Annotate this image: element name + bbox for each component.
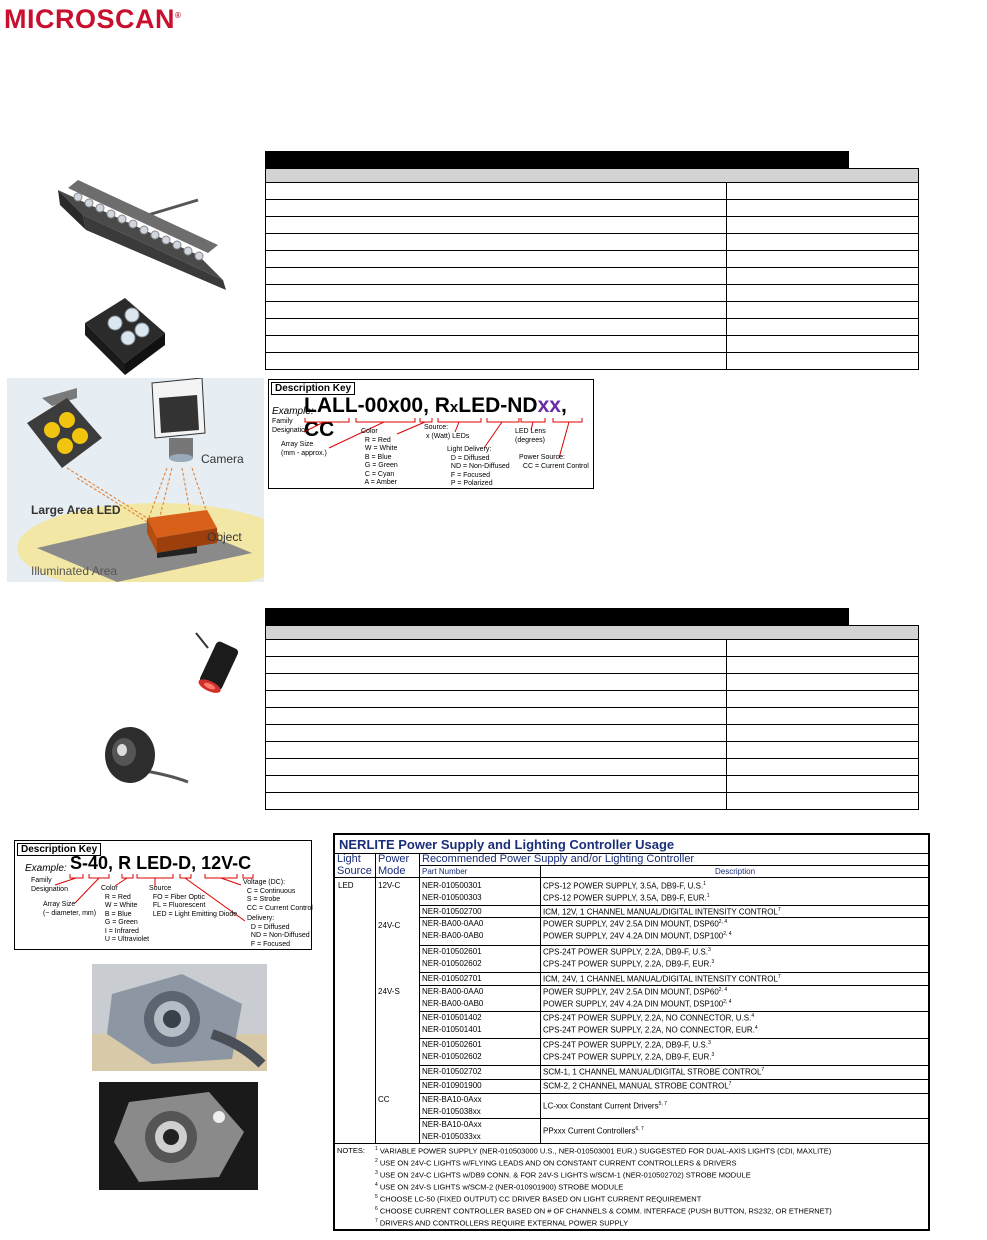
nerlite-usage-table (333, 833, 930, 1231)
note-number: 3 (375, 1170, 378, 1176)
mode-24v-s: 24V-S (378, 987, 400, 996)
footnote-ref: 1 (706, 893, 710, 899)
part-number: NER-BA00-0AA0 (422, 919, 484, 928)
description-key-spot (14, 840, 312, 950)
code-dash: - (82, 853, 89, 873)
part-description (543, 919, 727, 929)
table-row (265, 708, 919, 725)
bar-light-image (48, 160, 238, 290)
description-text: ICM, 12V, 1 CHANNEL MANUAL/DIGITAL INTENSITY CONTROL (543, 907, 778, 917)
part-number: NER-010502700 (422, 907, 482, 916)
microscan-logo (4, 4, 181, 35)
table-row (265, 319, 919, 336)
footnote-ref: 2, 4 (718, 919, 728, 925)
product-table-spot-lights (265, 608, 919, 810)
cylindrical-light-image (188, 628, 248, 700)
part-description (543, 1040, 711, 1050)
table-row (265, 183, 919, 200)
part-number: NER-010901900 (422, 1081, 482, 1090)
footnote-ref: 5, 7 (658, 1101, 667, 1107)
part-number: NER-010502702 (422, 1067, 482, 1076)
part-number: NER-010502601 (422, 947, 482, 956)
nerlite-title: NERLITE Power Supply and Lighting Controller Usage (339, 837, 675, 852)
footnote-ref: 7 (761, 1067, 765, 1073)
note-text: CHOOSE CURRENT CONTROLLER BASED ON # OF CHANNELS & COMM. INTERFACE (PUSH BUTTON, RS232, OR ETHERNET) (377, 1206, 832, 1216)
annotation-color: Color R = Red W = White B = Blue G = Green C = Cyan A = Amber (361, 428, 398, 486)
sub-part-number: Part Number (422, 867, 468, 876)
table-row (265, 268, 919, 285)
description-text: LC-xxx Constant Current Drivers (543, 1101, 659, 1111)
object-label: Object (207, 530, 242, 544)
annotation-color: Color R = Red W = White B = Blue G = Green I = Infrared U = Ultraviolet (101, 885, 150, 943)
part-description (543, 1025, 758, 1035)
table-row (265, 793, 919, 810)
note-number: 7 (375, 1218, 378, 1224)
description-key-large-area (268, 379, 594, 489)
note-text: VARIABLE POWER SUPPLY (NER-010503000 U.S., NER-010503001 EUR.) SUGGESTED FOR DUAL-AXIS LIGHTS (CDI, MAXLITE) (377, 1146, 832, 1156)
note-text: USE ON 24V-C LIGHTS w/FLYING LEADS AND ON CONSTANT CURRENT CONTROLLERS & DRIVERS (377, 1158, 737, 1168)
table-header-row (265, 168, 919, 183)
annotation-family: Family Designation (272, 418, 309, 434)
annotation-family: Family Designation (31, 877, 68, 893)
part-number: NER-010501402 (422, 1013, 482, 1022)
part-description (543, 907, 781, 917)
area-label: Illuminated Area (31, 564, 118, 578)
description-text: CPS-12 POWER SUPPLY, 3.5A, DB9-F, U.S. (543, 881, 704, 891)
part-description (543, 947, 711, 957)
part-number: NER-010502701 (422, 974, 482, 983)
part-description (543, 1052, 714, 1062)
col-recommended: Recommended Power Supply and/or Lighting Controller (422, 853, 695, 865)
description-text: SCM-2, 2 CHANNEL MANUAL STROBE CONTROL (543, 1081, 729, 1091)
machined-part-photo-color (92, 964, 267, 1071)
part-description (543, 893, 710, 903)
code-color: R (118, 853, 132, 873)
note-text: DRIVERS AND CONTROLLERS REQUIRE EXTERNAL POWER SUPPLY (377, 1218, 629, 1228)
part-number: NER-010500303 (422, 893, 482, 902)
part-number: NER-BA10-0Axx (422, 1120, 482, 1129)
description-text: ICM, 24V, 1 CHANNEL MANUAL/DIGITAL INTENSITY CONTROL (543, 974, 778, 984)
mode-cc: CC (378, 1095, 390, 1104)
footnote-ref: 3 (707, 947, 711, 953)
code-color: R (434, 394, 450, 417)
note-text: CHOOSE LC-50 (FIXED OUTPUT) CC DRIVER BASED ON LIGHT CURRENT REQUIREMENT (377, 1194, 702, 1204)
footnote-ref: 3 (707, 1040, 711, 1046)
col-power-mode: Power Mode (378, 853, 410, 877)
table-row (265, 302, 919, 319)
footnote-ref: 4 (754, 1025, 758, 1031)
light-source-led: LED (338, 881, 354, 890)
code-comma2: , (560, 394, 567, 417)
table-row (265, 336, 919, 353)
note-number: 5 (375, 1194, 378, 1200)
part-description (543, 1126, 644, 1136)
large-area-led-fixture (27, 388, 102, 468)
description-text: POWER SUPPLY, 24V 2.5A DIN MOUNT, DSP60 (543, 987, 719, 997)
part-description (543, 959, 714, 969)
table-row (265, 251, 919, 268)
mode-12v-c: 12V-C (378, 881, 401, 890)
note-item (375, 1206, 832, 1216)
part-number: NER-010502602 (422, 959, 482, 968)
description-text: CPS-24T POWER SUPPLY, 2.2A, DB9-F, U.S. (543, 947, 708, 957)
note-text: USE ON 24V-C LIGHTS w/DB9 CONN. & FOR 24V-S LIGHTS w/SCM-1 (NER-010502702) STROBE MODULE (377, 1170, 751, 1180)
product-table-large-area (265, 151, 919, 370)
description-text: CPS-24T POWER SUPPLY, 2.2A, DB9-F, U.S. (543, 1040, 708, 1050)
table-row (265, 691, 919, 708)
code-comma: , (108, 853, 114, 873)
part-description (543, 1081, 731, 1091)
part-description (543, 1067, 764, 1077)
code-comma: , (423, 394, 429, 417)
example-label: Example: (272, 406, 314, 417)
code-lens: xx (537, 394, 561, 417)
description-text: CPS-24T POWER SUPPLY, 2.2A, DB9-F, EUR. (543, 1052, 712, 1062)
part-number: NER-010500301 (422, 881, 482, 890)
code-dash: - (357, 394, 365, 417)
annotation-array: Array Size (mm - approx.) (281, 441, 327, 457)
annotation-power: Power Source: CC = Current Control (519, 454, 589, 470)
footnote-ref: 7 (777, 907, 781, 913)
description-text: CPS-24T POWER SUPPLY, 2.2A, DB9-F, EUR. (543, 959, 712, 969)
note-number: 4 (375, 1182, 378, 1188)
part-number: NER-BA00-0AB0 (422, 931, 484, 940)
example-label: Example: (25, 863, 67, 874)
part-description (543, 931, 732, 941)
table-row (265, 759, 919, 776)
table-row (265, 217, 919, 234)
part-description (543, 987, 727, 997)
code-source: LED (458, 394, 501, 417)
col-light-source: Light Source (337, 853, 372, 877)
code-dash2: - (172, 853, 179, 873)
description-text: PPxxx Current Controllers (543, 1126, 636, 1136)
code-mode: C (238, 853, 252, 873)
annotation-array: Array Size (~ diameter, mm) (43, 901, 97, 917)
footnote-ref: 1 (703, 881, 706, 887)
notes-label: NOTES: (337, 1146, 365, 1155)
description-text: CPS-12 POWER SUPPLY, 3.5A, DB9-F, EUR. (543, 893, 707, 903)
note-item (375, 1194, 701, 1204)
annotation-lens: LED Lens (degrees) (515, 428, 546, 444)
key-title: Description Key (17, 843, 101, 856)
part-number: NER-BA10-0Axx (422, 1095, 482, 1104)
annotation-source: Source: x (Watt) LEDs (424, 424, 470, 440)
part-number: NER-010502602 (422, 1052, 482, 1061)
code-source: LED (136, 853, 173, 873)
code-delivery: ND (507, 394, 538, 417)
table-row (265, 742, 919, 759)
quad-spot-light-image (80, 293, 170, 378)
code-power: CC (304, 418, 335, 441)
part-description (543, 974, 781, 984)
code-family: LALL (304, 394, 358, 417)
code-dash2: - (500, 394, 508, 417)
mode-24v-c: 24V-C (378, 921, 401, 930)
note-item (375, 1182, 623, 1192)
code-comma2: , (191, 853, 197, 873)
camera-shape (152, 378, 205, 462)
part-number: NER-010502601 (422, 1040, 482, 1049)
table-row (265, 200, 919, 217)
table-row (265, 640, 919, 657)
machined-part-photo-mono (99, 1082, 258, 1190)
note-item (375, 1218, 628, 1228)
part-description (543, 999, 732, 1009)
part-number: NER-BA00-0AA0 (422, 987, 484, 996)
part-description (543, 1101, 667, 1111)
key-title: Description Key (271, 382, 355, 395)
code-x: x (449, 399, 459, 416)
description-text: CPS-24T POWER SUPPLY, 2.2A, NO CONNECTOR, U.S. (543, 1013, 752, 1023)
description-text: SCM-1, 1 CHANNEL MANUAL/DIGITAL STROBE CONTROL (543, 1067, 762, 1077)
table-title-bar (265, 608, 849, 625)
part-number: NER-0105033xx (422, 1132, 481, 1141)
note-item (375, 1158, 736, 1168)
table-row (265, 725, 919, 742)
table-row (265, 674, 919, 691)
sub-description: Description (715, 867, 756, 876)
table-title-bar (265, 151, 849, 168)
code-delivery: D (178, 853, 192, 873)
code-voltage: 12V (201, 853, 233, 873)
part-number: NER-BA00-0AB0 (422, 999, 484, 1008)
footnote-ref: 2, 4 (723, 999, 732, 1005)
description-text: POWER SUPPLY, 24V 4.2A DIN MOUNT, DSP100 (543, 999, 724, 1009)
table-row (265, 353, 919, 370)
part-number: NER-010501401 (422, 1025, 482, 1034)
description-text: CPS-24T POWER SUPPLY, 2.2A, NO CONNECTOR, EUR. (543, 1025, 755, 1035)
part-description (543, 881, 706, 891)
note-number: 2 (375, 1158, 378, 1164)
table-row (265, 234, 919, 251)
note-item (375, 1146, 831, 1156)
footnote-ref: 7 (777, 974, 781, 980)
code-family: S (70, 853, 83, 873)
description-text: POWER SUPPLY, 24V 2.5A DIN MOUNT, DSP60 (543, 919, 719, 929)
note-text: USE ON 24V-S LIGHTS w/SCM-2 (NER-010901900) STROBE MODULE (377, 1182, 624, 1192)
part-description (543, 1013, 754, 1023)
footnote-ref: 7 (728, 1081, 732, 1087)
logo-text: MICROSCAN (4, 4, 175, 34)
table-row (265, 285, 919, 302)
annotation-voltage: Voltage (DC): C = Continuous S = Strobe CC = Current Control (243, 879, 313, 912)
coiled-light-image (100, 720, 190, 785)
led-label: Large Area LED (31, 503, 121, 517)
annotation-delivery: Light Delivery: D = Diffused ND = Non-Diffused F = Focused P = Polarized (447, 446, 510, 487)
note-number: 6 (375, 1206, 378, 1212)
description-text: POWER SUPPLY, 24V 4.2A DIN MOUNT, DSP100 (543, 931, 724, 941)
camera-label: Camera (201, 452, 244, 466)
footnote-ref: 2, 4 (723, 931, 732, 937)
code-array: 00x00 (364, 394, 424, 417)
part-number: NER-0105038xx (422, 1107, 481, 1116)
footnote-ref: 3 (711, 1052, 715, 1058)
footnote-ref: 4 (751, 1013, 755, 1019)
code-size: 40 (88, 853, 109, 873)
footnote-ref: 3 (711, 959, 715, 965)
code-dash3: - (232, 853, 239, 873)
note-number: 1 (375, 1146, 378, 1152)
annotation-delivery: Delivery: D = Diffused ND = Non-Diffused F = Focused (247, 915, 310, 948)
annotation-source: Source FO = Fiber Optic FL = Fluorescent LED = Light Emitting Diode (149, 885, 238, 918)
large-area-led-diagram (7, 378, 264, 582)
table-header-row (265, 625, 919, 640)
table-row (265, 657, 919, 674)
table-row (265, 776, 919, 793)
footnote-ref: 6, 7 (635, 1126, 644, 1132)
registered-mark: ® (175, 11, 182, 20)
note-item (375, 1170, 751, 1180)
footnote-ref: 2, 4 (718, 987, 728, 993)
